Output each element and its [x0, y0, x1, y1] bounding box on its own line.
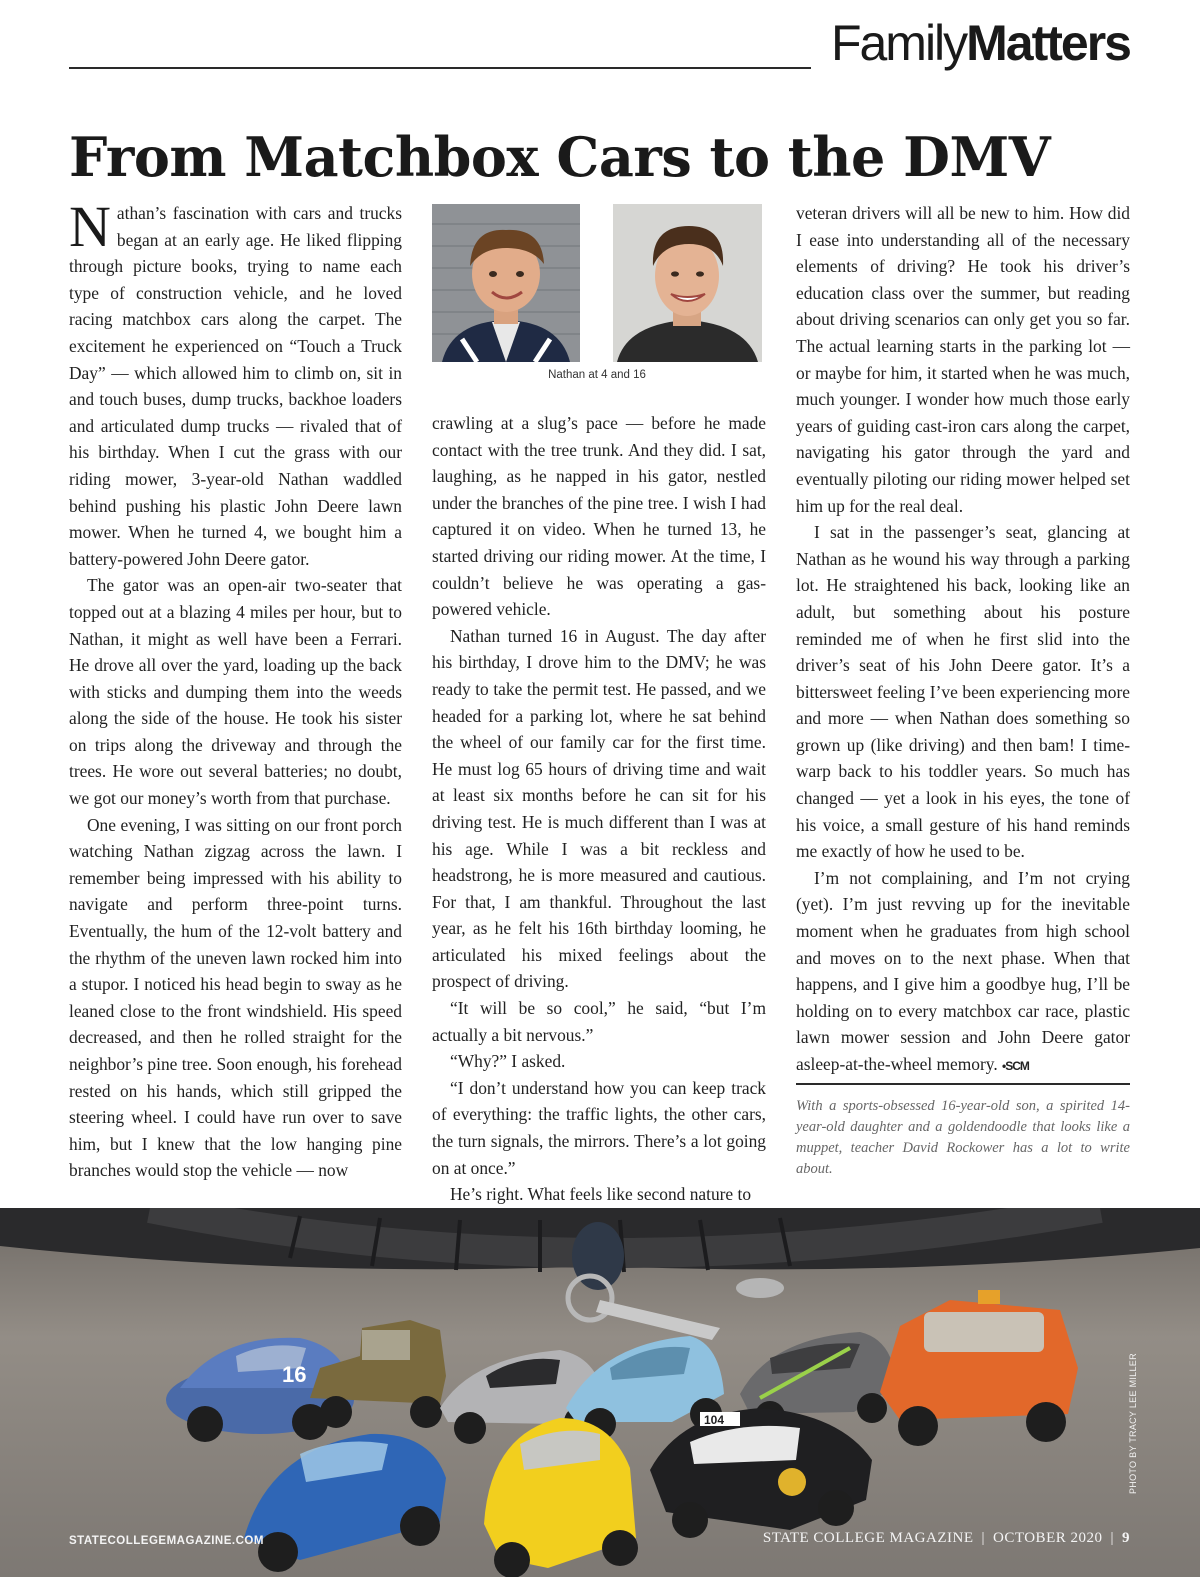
article-paragraph: He’s right. What feels like second nature to — [450, 1184, 752, 1205]
article-column-2 — [432, 410, 766, 1208]
article-title: From Matchbox Cars to the DMV — [69, 125, 1051, 189]
footer-issue-date: OCTOBER 2020 — [993, 1530, 1103, 1546]
drop-cap: N — [69, 194, 111, 259]
article-paragraph — [796, 865, 1130, 1080]
footer-separator: | — [981, 1530, 985, 1546]
article-paragraph: One evening, I was sitting on our front porch watching Nathan zigzag across the lawn. I remember being impressed with his ability to navigate and perform three-point turns. Eventually, the hum of the 12-volt battery and the rhythm of the uneven lawn rocked him into a stupor. I noticed his head begin to sway as he leaned close to the front windshield. His speed decreased, and then he rolled straight for the neighbor’s pine tree. Soon enough, his forehead rested on his hands, which still gripped the steering wheel. I could have run over to save him, but I knew that the low hanging pine branches would stop the vehicle — now — [69, 814, 402, 1181]
footer-website[interactable]: STATECOLLEGEMAGAZINE.COM — [69, 1535, 264, 1547]
article-paragraph: “Why?” I asked. — [450, 1051, 566, 1072]
article-paragraph: Nathan turned 16 in August. The day after his birthday, I drove him to the DMV; he was ready to take the permit test. He passed, and we headed for a parking lot, where he sat behind the wheel of our family car for the first time. He must log 65 hours of driving time and wait at least six months before he can sit for his driving test. He is much different than I was at his age. While I was a bit reckless and headstrong, he is more measured and cautious. For that, I am thankful. Throughout the last year, as he felt his 16th birthday looming, he articulated his mixed feelings about the prospect of driving. — [432, 625, 766, 992]
footer-magazine-name: STATE COLLEGE MAGAZINE — [762, 1530, 974, 1546]
footer-folio — [763, 1530, 1130, 1547]
article-paragraph: The gator was an open-air two-seater that topped out at a blazing 4 miles per hour, but to Nathan, it might as well have been a Ferrari. He drove all over the yard, loading up the back with sticks and dumping them into the weeds along the side of the house. He took his sister on trips along the driveway and through the trees. He wore out several batteries; no doubt, we got our money’s worth from that purchase. — [69, 575, 402, 809]
article-paragraph: veteran drivers will all be new to him. How did I ease into understanding all of the necessary elements of driving? He took his driver’s education class over the summer, but reading about driving scenarios can only get you so far. The actual learning starts in the parking lot — or maybe for him, it started when he was much, much younger. I wonder how much those early years of guiding cast-iron cars along the carpet, navigating his gator through the yard and eventually piloting our riding mower helped set him up for the real deal. — [796, 203, 1130, 516]
photo-credit: PHOTO BY TRACY LEE MILLER — [1128, 1353, 1138, 1494]
section-header-bold: Matters — [966, 15, 1130, 71]
article-paragraph: I sat in the passenger’s seat, glancing at Nathan as he wound his way through a parking lot. He straightened his back, looking like an adult, but something about his posture reminded me of when he first slid into the driver’s seat of his John Deere gator. It’s a bittersweet feeling I’ve been experiencing more and more — when Nathan does something so grown up (like driving) and then bam! I time-warp back to his toddler years. So much has changed — yet a look in his eyes, the tone of his voice, a small gesture of his hand reminds me exactly of how he used to be. — [796, 522, 1130, 862]
section-header — [830, 15, 1130, 71]
article-paragraph — [69, 194, 402, 572]
page-number: 9 — [1122, 1530, 1130, 1546]
hero-photo-toy-cars — [0, 1208, 1200, 1577]
author-bio: With a sports-obsessed 16-year-old son, a spirited 14-year-old daughter and a goldendoodle that looks like a muppet, teacher David Rockower has a lot to write about. — [796, 1098, 1130, 1177]
photo-nathan-age-16 — [613, 204, 762, 362]
article-paragraph: “It will be so cool,” he said, “but I’m actually a bit nervous.” — [432, 998, 766, 1045]
car-badge-104: 104 — [704, 1413, 725, 1427]
photo-nathan-age-4 — [432, 204, 580, 362]
paragraph-text: athan’s fascination with cars and trucks began at an early age. He liked flipping through picture books, trying to name each type of construction vehicle, and he loved racing matchbox cars along the carpet. The excitement he experienced on “Touch a Truck Day” — which allowed him to climb on, sit in and touch buses, dump trucks, backhoe loaders and articulated dump trucks — rivaled that of his birthday. When I cut the grass with our riding mower, 3-year-old Nathan waddled behind pushing his plastic John Deere lawn mower. When he turned 4, we bought him a battery-powered John Deere gator. — [69, 203, 402, 569]
footer-separator: | — [1110, 1530, 1114, 1546]
article-column-1 — [69, 194, 402, 1184]
bio-rule — [796, 1083, 1130, 1085]
photo-caption: Nathan at 4 and 16 — [548, 369, 646, 381]
end-mark: •SCM — [1002, 1059, 1029, 1073]
article-column-3 — [796, 200, 1130, 1080]
section-header-light: Family — [830, 15, 967, 71]
paragraph-text: I’m not complaining, and I’m not crying (yet). I’m just revving up for the inevitable moment when he graduates from high school and moves on to the next phase. When that happens, and I give him a goodbye hug, I’ll be holding on to every matchbox car race, plastic lawn mower session and John Deere gator asleep-at-the-wheel memory. — [796, 867, 1130, 1074]
article-paragraph: “I don’t understand how you can keep track of everything: the traffic lights, the other cars, the turn signals, the mirrors. There’s a lot going on at once.” — [432, 1077, 766, 1178]
article-paragraph: crawling at a slug’s pace — before he made contact with the tree trunk. And they did. I sat, laughing, as he napped in his gator, nestled under the branches of the pine tree. I wish I had captured it on video. When he turned 13, he started driving our riding mower. At the time, I couldn’t believe he was operating a gas-powered vehicle. — [432, 413, 766, 620]
car-number-16: 16 — [282, 1362, 307, 1387]
header-rule — [69, 67, 811, 69]
